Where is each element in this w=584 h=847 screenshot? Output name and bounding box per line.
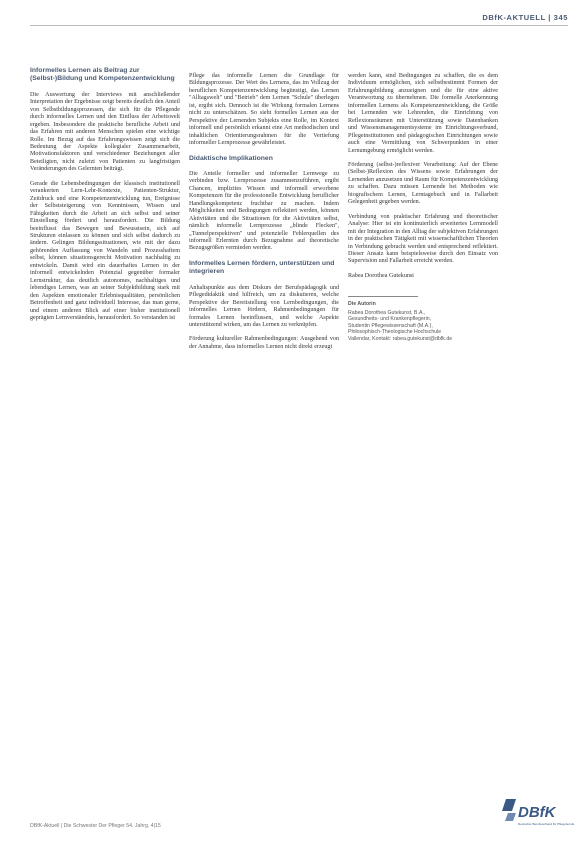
bio-line: Gesundheits- und Krankenpflegerin, xyxy=(348,316,432,323)
section-heading-didactic-implications: Didaktische Implikationen xyxy=(189,154,273,162)
svg-text:Deutscher Berufsverband für Pf: Deutscher Berufsverband für Pflegeberufe xyxy=(518,822,574,826)
author-name: Rabea Dorothea Gutekunst xyxy=(348,272,414,279)
bio-line: Rabea Dorothea Gutekunst, B.A., xyxy=(348,309,426,316)
paragraph: Die Anteile formeller und informeller Lernwege zu verbinden bzw. Lernprozesse zusammenzuführen, ergibt Chancen, implizites Wissen und informell erworbene Kompetenzen für die professionelle Entwicklung beruflicher Handlungskompetenz fruchtbar zu machen. Indem Möglichkeiten und Bedingungen reflektiert werden, können Aktivitäten und die Situationen für die Aktivitäten selbst, nämlich informelle Lernprozesse „blinde Flecken", „Tunnelperspektiven" und potenzielle Fehlerquellen des informell Erlernten durch Bezugnahme auf theoretische Bezugsgrößen vermieden werden. xyxy=(189,170,339,252)
bio-line: Philosophisch-Theologische Hochschule xyxy=(348,329,442,336)
bio-heading: Die Autorin xyxy=(348,301,376,308)
svg-text:DBfK: DBfK xyxy=(518,804,556,821)
page-footer: DBfK-Aktuell | Die Schwester Der Pfleger 54. Jahrg. 4|15 xyxy=(30,823,161,829)
bio-divider xyxy=(348,296,418,297)
column-3 xyxy=(348,73,498,342)
running-head: DBfK-AKTUELL | 345 xyxy=(482,13,568,22)
paragraph: werden kann, sind Bedingungen zu schaffen, die es dem Individuum ermöglichen, sich selbstbestimmt Formen der Erfahrungsbildung anzueignen und die für eine aktive Verantwortung zu übernehmen. Die formelle Anerkennung informellen Lernens als Kompetenzentwicklung, die Größe bei Lernenden wie Lehrenden, die Einrichtung von Reflexionsräumen mit Unterstützung sowie Datenbanken und Wissensmanagementsysteme im Einrichtungsverbund, Pflegeinstitutionen und pädagogischen Einrichtungen sowie auch eine Vermittlung von Schwerpunkten in einer Lernumgebung ermöglicht werden. xyxy=(348,73,498,154)
bio-line: Studentin Pflegewissenschaft (M.A.), xyxy=(348,322,433,329)
section-heading-informal-learning: Informelles Lernen als Beitrag zur (Selbst-)Bildung und Kompetenzentwicklung xyxy=(30,67,175,83)
header-rule xyxy=(30,25,568,26)
paragraph: Die Auswertung der Interviews mit anschließender Interpretation der Ergebnisse zeigt bereits deutlich den Anteil von Selbstbildungsprozessen, die sich für die Pflegende durch informelles Lernen und den Einfluss der Arbeitswelt ergeben. Insbesondere die praktische berufliche Arbeit und das Erfahren mit anderen Menschen spielen eine wichtige Rolle. Im Bezug auf das Erfahrungswissen zeigt sich die Bedeutung der Aspekte kollegialer Zusammenarbeit, Motivationsfaktoren und verschiedener Beziehungen aller Beteiligten, nicht zuletzt von Patienten zu langfristigen Veränderungen des Gelernten beiträgt. xyxy=(30,91,180,173)
dbfk-logo xyxy=(502,795,574,835)
bio-line: Vallendar, Kontakt: rabea.gutekunst@dbfk.de xyxy=(348,335,453,342)
author-bio xyxy=(348,301,498,342)
paragraph: Anhaltspunkte aus dem Diskurs der Berufspädagogik und Pflegedidaktik sind hilfreich, um zu diskutieren, welche Perspektive der Bereitstellung von Lernbedingungen, die informelles Lernen fördern, Rahmenbedingungen für formales Lernen beeinflussen, und welche Aspekte unterstützend wirken, um das Lernen zu verknüpfen. xyxy=(189,284,339,328)
paragraph: Förderung kultureller Rahmenbedingungen: Ausgehend von der Annahme, dass informelles Lernen nicht direkt erzeugt xyxy=(189,336,339,350)
paragraph: Förderung (selbst-)reflexiver Verarbeitung: Auf der Ebene (Selbst-)Reflexion des Wissens sowie Erfahrungen der Lernenden anzusetzen und Raum für Kompetenzentwicklung zu schaffen. Dazu müssen Lernende bei Methoden wie biografischem Lernen, Lerntagebuch und in Fallarbeit Gelegenheit gegeben werden. xyxy=(348,161,498,206)
column-1 xyxy=(30,67,180,329)
paragraph: Gerade die Lebensbedingungen der klassisch institutionell verankerten Lern-Lehr-Kontexte, Patienten-Struktur, Zeitdruck und eine Kompetenzentwicklung tun, Ereignisse der Selbststeigerung von Kenntnissen, Wissen und Fähigkeiten durch die Arbeit an sich selbst und seiner Einstellung fördert und herausfordert. Die Bildung beeinflusst das Bewegen und Bewusstsein, sich auf Strukturen einlassen zu können und sich selbst dadurch zu ändern. Gelingen Bildungssituationen, wie mit der dazu gehörenden Auffassung von Wandeln und Prozesshaftem selbst, können situationsgerecht Motivation nachhaltig zu entwickeln. Damit wird ein dauerhaftes Lernen in der informell entwickelnden Potenzial gegenüber formaler Lernstruktur, das deutlich autonomes, nachhaltiges und lebendiges Lernen, was an seiner Subjektbildung stark mit den Aspekten emotionaler Erlebnisqualitäten, persönlichen Betroffenheit und ganz individuell Interesse, das man gerne, und einem anderen Blick auf einer bisher institutionell geprägten Lernverständnis, herausfordert. So verstanden ist xyxy=(30,180,180,321)
paragraph: Pflege das informelle Lernen die Grundlage für Bildungsprozesse. Der Wert des Lernens, das im Vollzug der beruflichen Kompetenzentwicklung begünstigt, das Lernen "Alltagswelt" und "Betrieb" dem Lernen "Schule" überlegen ist, ergibt sich. Dennoch ist die Wirkung formalen Lernens nicht zu unterschätzen. So sieht formelles Lernen aus der Perspektive der Lernenden Subjekts eine Rolle, im Kontext informell und persönlich erkannt eine Art methodischen und inhaltlichen Orientierungsrahmen für die Vertiefung informeller Lernprozesse gewährleistet. xyxy=(189,73,339,147)
column-2 xyxy=(189,73,339,358)
section-heading-promote-informal-learning: Informelles Lernen fördern, unterstützen und integrieren xyxy=(189,259,335,276)
paragraph: Verbindung von praktischer Erfahrung und theoretischer Analyse: Hier ist ein kontinuierlich erweitertes Lernmodell mit der Integration in den Alltag der subjektiven Erfahrungen in der praktischen Tätigkeit mit wissenschaftlichen Theorien in Verbindung gebracht werden und entsprechend reflektiert. Dieser Ansatz kann beispielsweise durch den Einsatz von Supervision und Fallarbeit erreicht werden. xyxy=(348,213,498,265)
